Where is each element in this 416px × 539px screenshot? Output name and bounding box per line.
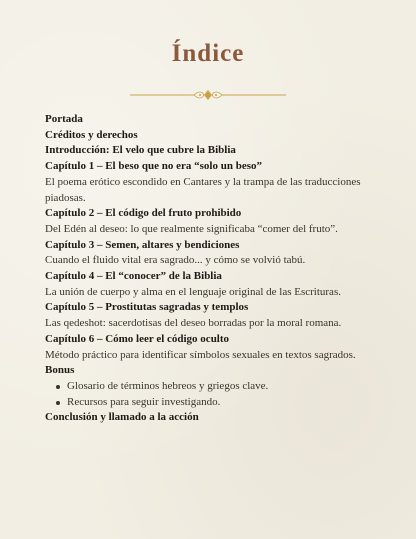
toc-chapter-1-description: El poema erótico escondido en Cantares y la trampa de las traducciones piadosas. [45, 175, 361, 204]
toc-chapter-4-heading[interactable]: Capítulo 4 – El “conocer” de la Biblia [45, 270, 222, 283]
toc-bonus-list [45, 379, 390, 410]
toc-chapter-4-description: La unión de cuerpo y alma en el lenguaje original de las Escrituras. [45, 285, 341, 298]
ornament-divider-icon [128, 88, 288, 102]
toc-conclusion[interactable]: Conclusión y llamado a la acción [45, 411, 199, 424]
list-item[interactable]: Glosario de términos hebreos y griegos clave. [67, 379, 390, 395]
toc-chapter-3-description: Cuando el fluido vital era sagrado... y cómo se volvió tabú. [45, 254, 306, 267]
toc-chapter-1-heading[interactable]: Capítulo 1 – El beso que no era “solo un beso” [45, 160, 262, 173]
page-title: Índice [171, 40, 245, 67]
toc-chapter-2-heading[interactable]: Capítulo 2 – El código del fruto prohibido [45, 207, 242, 220]
toc-bonus-heading[interactable]: Bonus [45, 364, 75, 377]
toc-creditos[interactable]: Créditos y derechos [45, 128, 138, 141]
toc-chapter-6-description: Método práctico para identificar símbolos sexuales en textos sagrados. [45, 348, 356, 361]
list-item[interactable]: Recursos para seguir investigando. [67, 395, 390, 411]
table-of-contents [45, 112, 390, 426]
toc-chapter-6-heading[interactable]: Capítulo 6 – Cómo leer el código oculto [45, 332, 230, 345]
toc-chapter-2-description: Del Edén al deseo: lo que realmente significaba “comer del fruto”. [45, 222, 338, 235]
toc-chapter-5-heading[interactable]: Capítulo 5 – Prostitutas sagradas y templos [45, 301, 249, 314]
toc-portada[interactable]: Portada [45, 113, 83, 125]
toc-introduccion[interactable]: Introducción: El velo que cubre la Biblia [45, 144, 236, 157]
toc-chapter-3-heading[interactable]: Capítulo 3 – Semen, altares y bendiciones [45, 238, 240, 251]
toc-chapter-5-description: Las qedeshot: sacerdotisas del deseo borradas por la moral romana. [45, 317, 342, 330]
